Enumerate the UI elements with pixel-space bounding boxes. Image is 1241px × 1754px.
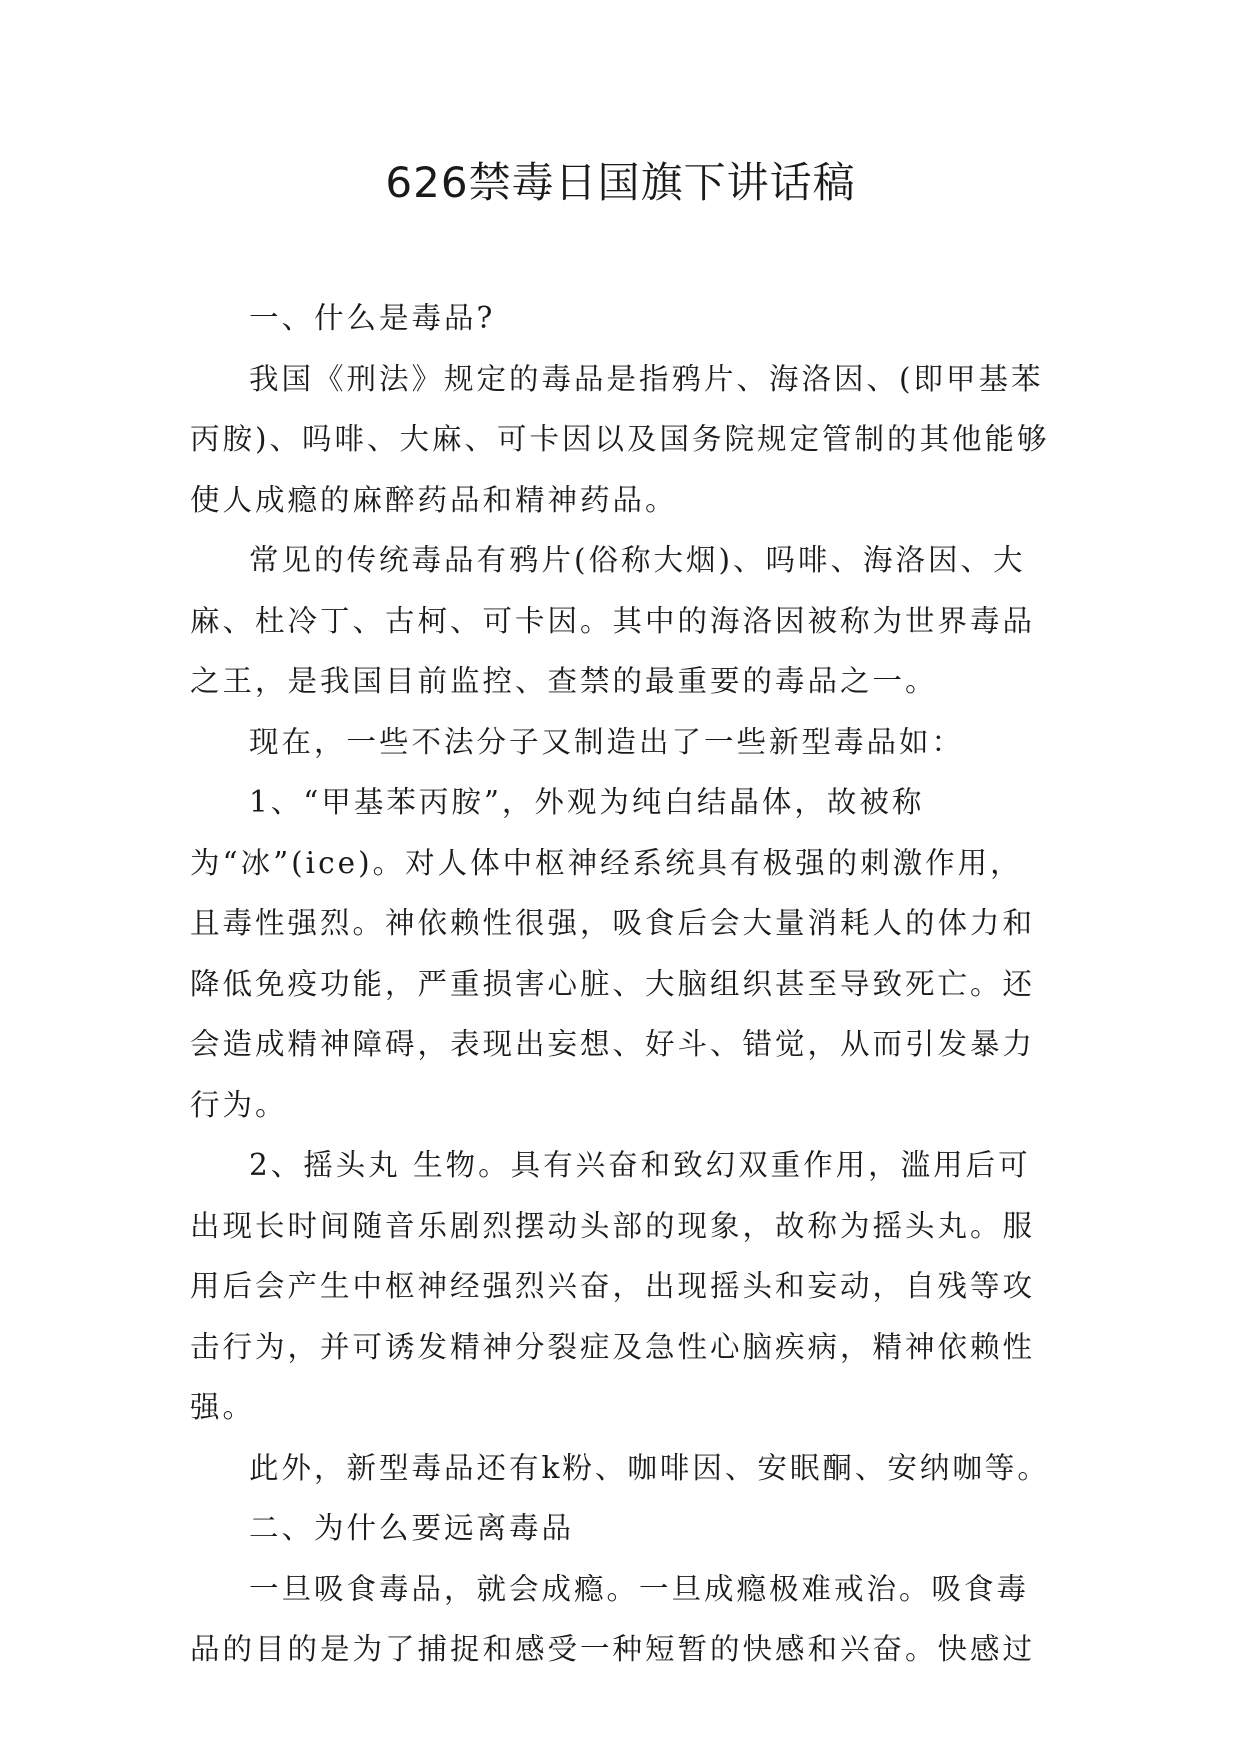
document-title: 626禁毒日国旗下讲话稿	[385, 158, 856, 207]
paragraph-new-drugs-intro: 现在，一些不法分子又制造出了一些新型毒品如：	[249, 724, 965, 759]
paragraph-other-new-drugs: 此外，新型毒品还有k粉、咖啡因、安眠酮、安纳咖等。	[249, 1450, 1050, 1485]
paragraph-methamphetamine: 1、“甲基苯丙胺”，外观为纯白结晶体，故被称为“冰”(ice)。对人体中枢神经系统具有极强的刺激作用，且毒性强烈。神依赖性很强，吸食后会大量消耗人的体力和降低免疫功能，严重损害心脏、大脑组织甚至导致死亡。还会造成精神障碍，表现出妄想、好斗、错觉，从而引发暴力行为。	[190, 785, 1036, 1122]
paragraph-traditional-drugs: 常见的传统毒品有鸦片(俗称大烟)、吗啡、海洛因、大麻、杜冷丁、古柯、可卡因。其中的海洛因被称为世界毒品之王，是我国目前监控、查禁的最重要的毒品之一。	[190, 543, 1036, 698]
document-body	[190, 288, 1052, 1680]
section-heading-why-avoid: 二、为什么要远离毒品	[249, 1511, 575, 1545]
paragraph-addiction: 一旦吸食毒品，就会成瘾。一旦成瘾极难戒治。吸食毒品的目的是为了捕捉和感受一种短暂的快感和兴奋。快感过	[190, 1571, 1036, 1666]
paragraph-legal-definition: 我国《刑法》规定的毒品是指鸦片、海洛因、(即甲基苯丙胺)、吗啡、大麻、可卡因以及国务院规定管制的其他能够使人成瘾的麻醉药品和精神药品。	[190, 361, 1050, 517]
section-heading-what-is-drug: 一、什么是毒品?	[249, 301, 496, 335]
paragraph-ecstasy: 2、摇头丸 生物。具有兴奋和致幻双重作用，滥用后可出现长时间随音乐剧烈摆动头部的现象，故称为摇头丸。服用后会产生中枢神经强烈兴奋，出现摇头和妄动，自残等攻击行为，并可诱发精神分裂症及急性心脑疾病，精神依赖性强。	[190, 1148, 1036, 1424]
